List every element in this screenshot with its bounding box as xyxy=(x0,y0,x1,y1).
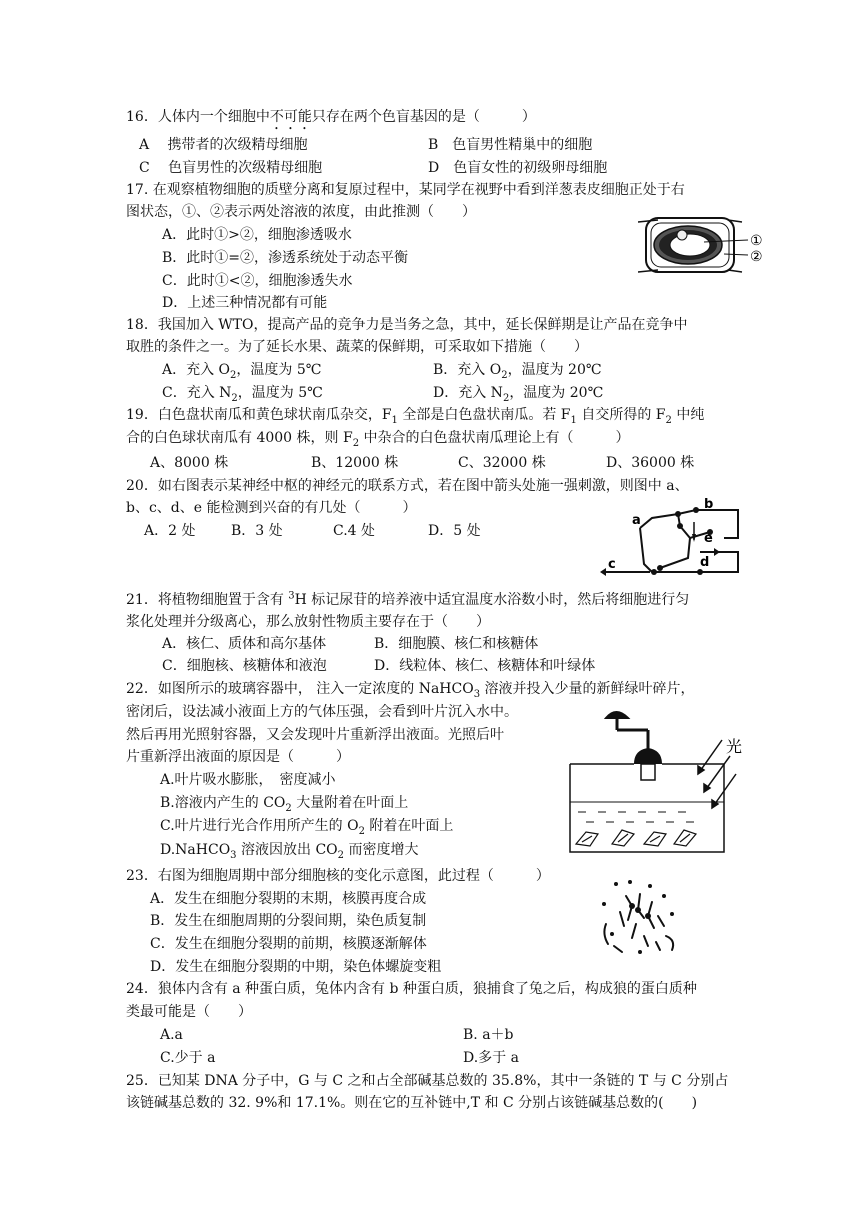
q24-option-b[interactable]: B. a＋b xyxy=(463,1027,514,1043)
q22-option-b[interactable]: B.溶液内产生的 $CO_2$ 大量附着在叶面上 xyxy=(160,795,409,814)
glass-container-figure xyxy=(564,704,754,854)
q23-stem: 23．右图为细胞周期中部分细胞核的变化示意图，此过程（ ） xyxy=(126,868,550,884)
q16-stem: 16．人体内一个细胞中不可能只存在两个色盲基因的是（ ） xyxy=(126,109,536,125)
q20-option-d[interactable]: D．5 处 xyxy=(428,523,481,539)
fig-label-b: b xyxy=(704,497,714,512)
q17-stem-line1: 17. 在观察植物细胞的质壁分离和复原过程中，某同学在视野中看到洋葱表皮细胞正处于右 xyxy=(126,182,685,198)
fig-label-c: c xyxy=(608,557,616,572)
q17-stem-line2: 图状态，①、②表示两处溶液的浓度，由此推测（ ） xyxy=(126,204,476,220)
q22-option-c[interactable]: C.叶片进行光合作用所产生的 $O_2$ 附着在叶面上 xyxy=(160,818,454,837)
q18-option-c[interactable]: C．充入 $N_2$，温度为 5℃ xyxy=(162,385,323,404)
q20-option-a[interactable]: A．2 处 xyxy=(144,523,196,539)
q21-stem-line2: 浆化处理并分级离心，那么放射性物质主要存在于（ ） xyxy=(126,614,490,630)
q19-option-b[interactable]: B、12000 株 xyxy=(311,455,399,471)
q18-stem-line1: 18．我国加入 WTO，提高产品的竞争力是当务之急，其中，延长保鲜期是让产品在竞争中 xyxy=(126,317,688,333)
q16-option-c[interactable]: C 色盲男性的次级精母细胞 xyxy=(139,160,323,176)
q19-option-d[interactable]: D、36000 株 xyxy=(606,455,695,471)
q22-option-a[interactable]: A.叶片吸水膨胀， 密度减小 xyxy=(160,772,336,788)
q20-stem-line1: 20．如右图表示某神经中枢的神经元的联系方式，若在图中箭头处施一强刺激，则图中 a、 xyxy=(126,478,689,494)
q17-option-a[interactable]: A．此时①>②，细胞渗透吸水 xyxy=(162,227,352,243)
fig-label-d: d xyxy=(700,555,710,570)
q24-stem-line1: 24．狼体内含有 a 种蛋白质，兔体内含有 b 种蛋白质，狼捕食了兔之后，构成狼的蛋白质种 xyxy=(126,981,697,997)
q16-option-a[interactable]: A 携带者的次级精母细胞 xyxy=(139,137,308,153)
q19-stem-line1: 19．白色盘状南瓜和黄色球状南瓜杂交，$F_1$ 全部是白色盘状南瓜。若 $F_1$ 自交所得的 $F_2$ 中纯 xyxy=(126,407,705,426)
q18-stem-line2: 取胜的条件之一。为了延长水果、蔬菜的保鲜期，可采取如下措施（ ） xyxy=(126,339,588,355)
fig-label-1: ① xyxy=(750,233,763,249)
q19-option-c[interactable]: C、32000 株 xyxy=(458,455,546,471)
q23-option-d[interactable]: D．发生在细胞分裂期的中期，染色体螺旋变粗 xyxy=(150,959,442,975)
q22-stem-line3: 然后再用光照射容器，又会发现叶片重新浮出液面。光照后叶 xyxy=(126,727,504,743)
q20-option-c[interactable]: C.4 处 xyxy=(333,523,376,539)
q18-option-a[interactable]: A．充入 $O_2$，温度为 5℃ xyxy=(162,362,322,381)
q23-option-a[interactable]: A．发生在细胞分裂期的末期，核膜再度合成 xyxy=(150,891,427,907)
q25-stem-line1: 25．已知某 DNA 分子中，G 与 C 之和占全部碱基总数的 35.8%，其中一条链的 T 与 C 分别占 xyxy=(126,1073,729,1089)
q17-option-d[interactable]: D．上述三种情况都有可能 xyxy=(162,295,328,311)
q17-option-c[interactable]: C．此时①<②，细胞渗透失水 xyxy=(162,273,353,289)
q22-stem-line1: 22．如图所示的玻璃容器中， 注入一定浓度的 NaHCO$_3$ 溶液并投入少量的新鲜绿叶碎片， xyxy=(126,681,695,700)
q25-stem-line2: 该链碱基总数的 32. 9%和 17.1%。则在它的互补链中,T 和 C 分别占该链碱基总数的( ) xyxy=(126,1095,698,1111)
nucleus-division-figure xyxy=(596,876,686,962)
q20-stem-line2: b、c、d、e 能检测到兴奋的有几处（ ） xyxy=(126,500,417,516)
q19-option-a[interactable]: A、8000 株 xyxy=(150,455,229,471)
q24-option-c[interactable]: C.少于 a xyxy=(160,1050,216,1066)
q16-option-b[interactable]: B 色盲男性精巢中的细胞 xyxy=(428,137,593,153)
q20-option-b[interactable]: B．3 处 xyxy=(231,523,283,539)
fig-label-light: 光 xyxy=(726,737,743,756)
q21-option-a[interactable]: A．核仁、质体和高尔基体 xyxy=(162,636,327,652)
q23-option-b[interactable]: B．发生在细胞周期的分裂间期，染色质复制 xyxy=(150,913,427,929)
q18-option-b[interactable]: B．充入 $O_2$，温度为 20℃ xyxy=(433,362,602,381)
q21-option-b[interactable]: B．细胞膜、核仁和核糖体 xyxy=(374,636,539,652)
neuron-circuit-figure xyxy=(600,496,750,582)
fig-label-2: ② xyxy=(750,249,763,265)
fig-label-a: a xyxy=(632,513,641,528)
q19-stem-line2: 合的白色球状南瓜有 4000 株，则 $F_2$ 中杂合的白色盘状南瓜理论上有（ ） xyxy=(126,430,630,449)
q16-option-d[interactable]: D 色盲女性的初级卵母细胞 xyxy=(428,160,608,176)
q18-option-d[interactable]: D．充入 $N_2$，温度为 20℃ xyxy=(433,385,604,404)
q22-stem-line4: 片重新浮出液面的原因是（ ） xyxy=(126,749,350,765)
q22-stem-line2: 密闭后，设法减小液面上方的气体压强，会看到叶片沉入水中。 xyxy=(126,704,518,720)
q22-option-d[interactable]: D.NaHCO$_3$ 溶液因放出 $CO_2$ 而密度增大 xyxy=(160,842,419,861)
q17-option-b[interactable]: B．此时①=②，渗透系统处于动态平衡 xyxy=(162,250,409,266)
q21-stem-line1: 21．将植物细胞置于含有 $^3$H 标记尿苷的培养液中适宜温度水浴数小时，然后将细胞进行匀 xyxy=(126,590,690,608)
q24-stem-line2: 类最可能是（ ） xyxy=(126,1004,252,1020)
fig-label-e: e xyxy=(704,531,713,546)
q21-option-d[interactable]: D．线粒体、核仁、核糖体和叶绿体 xyxy=(374,658,596,674)
q24-option-d[interactable]: D.多于 a xyxy=(463,1050,519,1066)
q21-option-c[interactable]: C．细胞核、核糖体和液泡 xyxy=(162,658,327,674)
q23-option-c[interactable]: C．发生在细胞分裂期的前期，核膜逐渐解体 xyxy=(150,936,427,952)
q24-option-a[interactable]: A.a xyxy=(160,1027,183,1043)
plasmolysis-cell-figure xyxy=(638,214,798,278)
